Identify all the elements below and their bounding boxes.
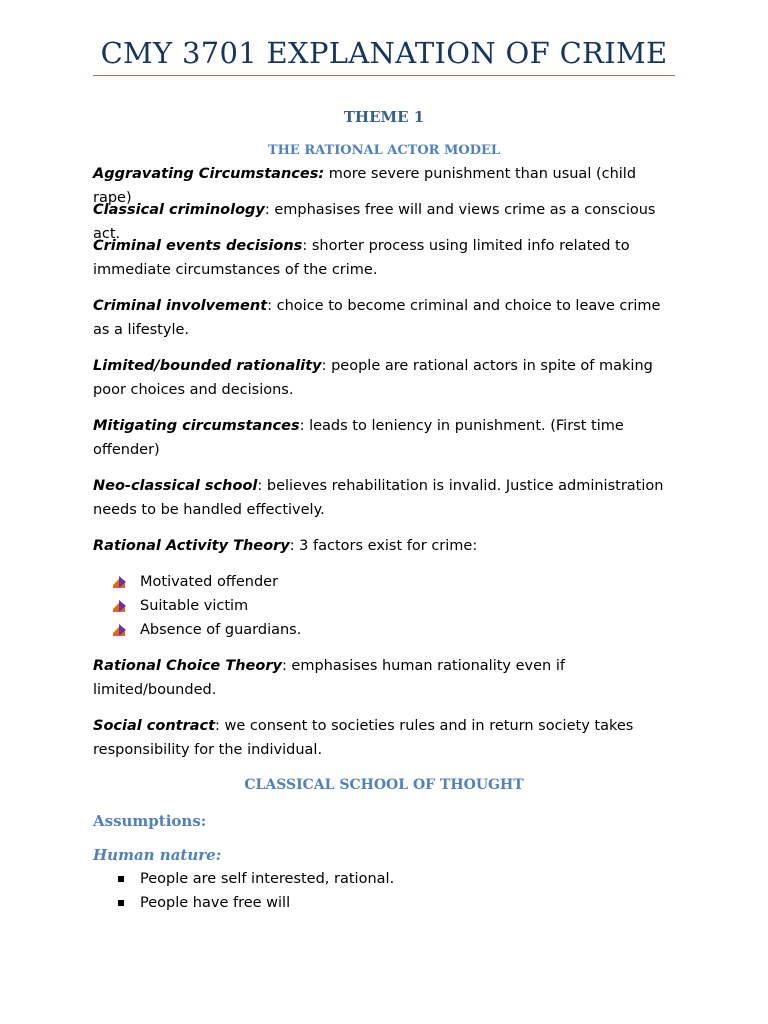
- list-item: [93, 594, 675, 618]
- list-item: [93, 867, 675, 891]
- arrow-bullet-icon: [113, 600, 127, 612]
- list-item-text: Motivated offender: [140, 574, 279, 590]
- arrow-bullet-icon: [113, 576, 127, 588]
- definition-text: : believes rehabilitation is invalid. Justice administration needs to be handled effectively.: [93, 478, 664, 518]
- list-item-text: People have free will: [140, 895, 291, 911]
- definition-term: Social contract: [93, 718, 216, 734]
- list-item: [93, 618, 675, 642]
- crime-factors-list: [93, 570, 675, 642]
- definition-term: Limited/bounded rationality: [93, 358, 322, 374]
- definition-paragraph: [93, 534, 675, 558]
- definition-text: : we consent to societies rules and in return society takes responsibility for the individual.: [93, 718, 634, 758]
- definition-term: Neo-classical school: [93, 478, 258, 494]
- definition-paragraph: [93, 714, 675, 762]
- list-item: [93, 570, 675, 594]
- arrow-bullet-icon: [113, 624, 127, 636]
- definition-paragraph: [93, 294, 675, 342]
- definition-text: : leads to leniency in punishment. (First time offender): [93, 418, 624, 458]
- human-nature-heading: Human nature:: [93, 846, 222, 864]
- definition-text: more severe punishment than usual (child rape): [93, 166, 637, 206]
- definition-text: : choice to become criminal and choice to leave crime as a lifestyle.: [93, 298, 661, 338]
- list-item-text: Absence of guardians.: [140, 622, 302, 638]
- assumptions-heading: Assumptions:: [93, 812, 207, 830]
- definition-paragraph: [93, 414, 675, 462]
- square-bullet-icon: [118, 876, 124, 882]
- definition-term: Criminal events decisions: [93, 238, 303, 254]
- definition-text: : people are rational actors in spite of making poor choices and decisions.: [93, 358, 653, 398]
- definition-term: Classical criminology: [93, 202, 265, 218]
- definition-paragraph: [93, 354, 675, 402]
- section-heading-rational-actor-model: THE RATIONAL ACTOR MODEL: [267, 143, 501, 158]
- definition-term: Mitigating circumstances: [93, 418, 300, 434]
- page-title: CMY 3701 EXPLANATION OF CRIME: [100, 36, 668, 70]
- definition-paragraph: [93, 654, 675, 702]
- definition-text: : emphasises free will and views crime as a conscious act.: [93, 202, 656, 242]
- list-item-text: Suitable victim: [140, 598, 249, 614]
- definition-text: : emphasises human rationality even if limited/bounded.: [93, 658, 565, 698]
- theme-heading: THEME 1: [343, 108, 425, 126]
- definition-paragraph: [93, 234, 675, 282]
- definition-term: Aggravating Circumstances:: [93, 166, 325, 182]
- definition-term: Rational Activity Theory: [93, 538, 290, 554]
- definition-term: Rational Choice Theory: [93, 658, 282, 674]
- definition-paragraph: [93, 474, 675, 522]
- title-underline: [93, 75, 675, 76]
- list-item: [93, 891, 675, 915]
- definition-text: : 3 factors exist for crime:: [289, 538, 478, 554]
- definition-term: Criminal involvement: [93, 298, 268, 314]
- list-item-text: People are self interested, rational.: [140, 871, 395, 887]
- section-heading-classical-school: CLASSICAL SCHOOL OF THOUGHT: [244, 777, 524, 793]
- definition-text: : shorter process using limited info related to immediate circumstances of the crime.: [93, 238, 630, 278]
- human-nature-list: [93, 867, 675, 915]
- square-bullet-icon: [118, 900, 124, 906]
